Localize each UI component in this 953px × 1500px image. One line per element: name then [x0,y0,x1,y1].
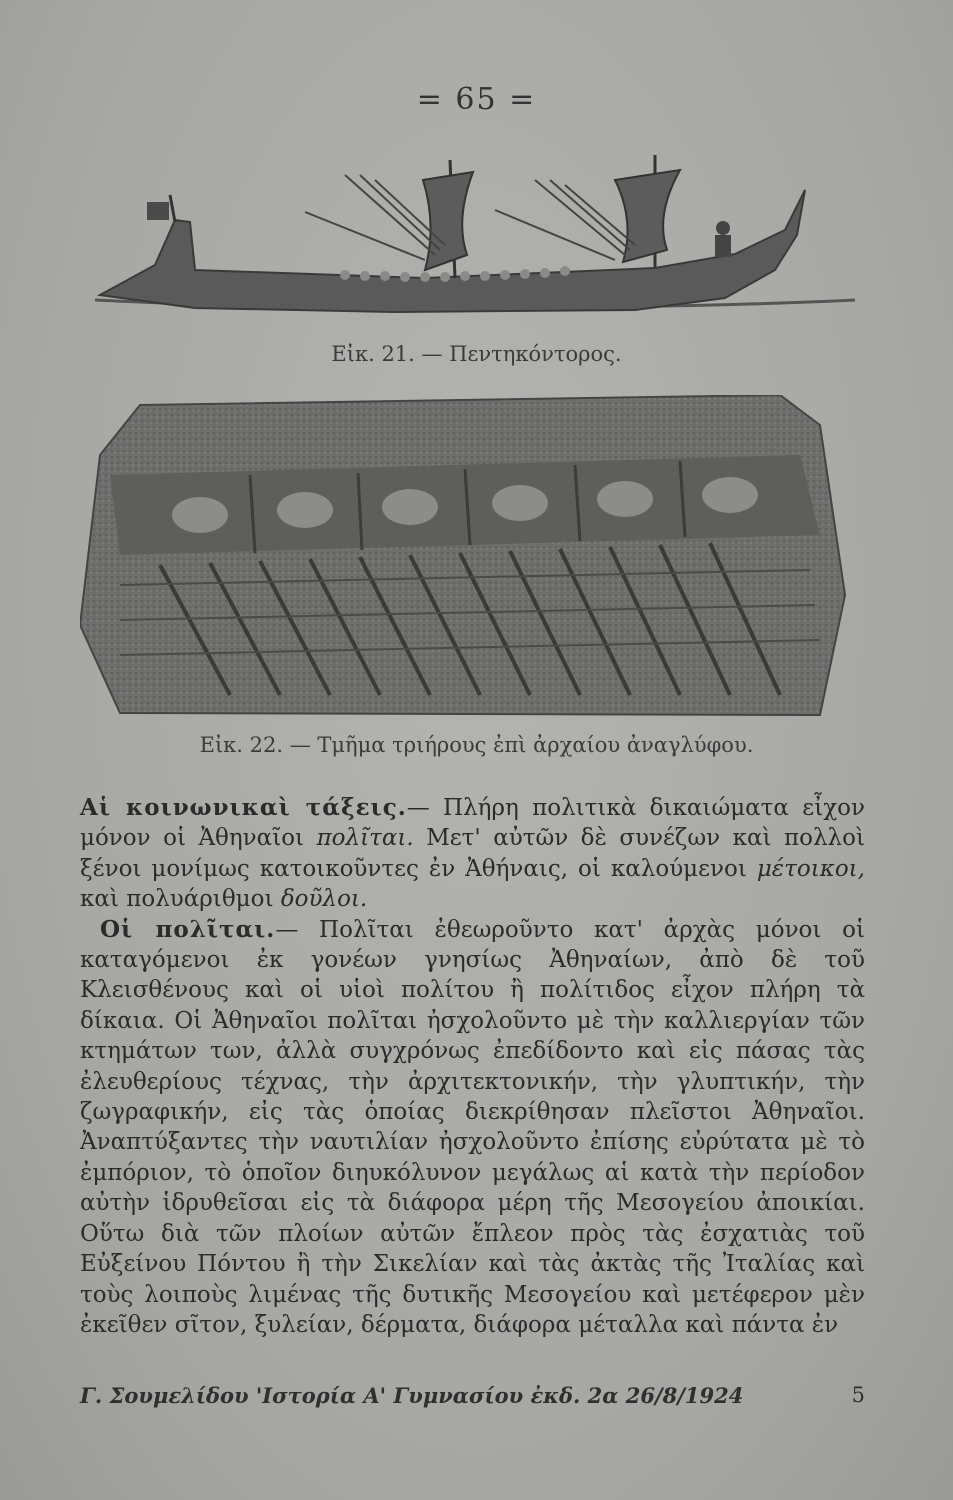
footer-signature-number: 5 [851,1383,865,1407]
footer-publication-line: Γ. Σουμελίδου 'Ιστορία Α' Γυμνασίου ἐκδ. 2α 26/8/1924 [80,1383,744,1408]
section-heading-citizens: Οἱ πολῖται. [100,915,276,943]
figure-21-caption: Εἰκ. 21. — Πεντηκόντορος. [331,342,622,366]
figure-penteconter-illustration [95,150,855,335]
figure-trireme-relief-illustration [80,395,850,720]
page-number: = 65 = [416,82,537,117]
page-footer [80,1383,865,1408]
paragraph-social-classes: Αἱ κοινωνικαὶ τάξεις.— Πλήρη πολιτικὰ δικαιώματα εἶχον μόνον οἱ Ἀθηναῖοι πολῖται. Μετ' αὐτῶν δὲ συνέζων καὶ πολλοὶ ξένοι μονίμως κατοικοῦντες ἐν Ἀθήναις, οἱ καλούμενοι μέτοικοι, καὶ πολυάριθμοι δοῦλοι. [80,794,865,913]
figure-22-caption: Εἰκ. 22. — Τμῆμα τριήρους ἐπὶ ἀρχαίου ἀναγλύφου. [199,733,754,757]
body-text [80,793,865,1340]
paragraph-citizens: Οἱ πολῖται.— Πολῖται ἐθεωροῦντο κατ' ἀρχὰς μόνοι οἱ καταγόμενοι ἐκ γονέων γνησίως Ἀθηναίων, ἀπὸ δὲ τοῦ Κλεισθένους καὶ οἱ υἱοὶ πολίτου ἢ πολίτιδος εἶχον πλήρη τὰ δίκαια. Οἱ Ἀθηναῖοι πολῖται ἠσχολοῦντο μὲ τὴν καλλιεργίαν τῶν κτημάτων των, ἀλλὰ συγχρόνως ἐπεδίδοντο καὶ εἰς πάσας τὰς ἐλευθερίους τέχνας, τὴν ἀρχιτεκτονικήν, τὴν γλυπτικήν, τὴν ζωγραφικήν, εἰς τὰς ὁποίας διεκρίθησαν πλεῖστοι Ἀθηναῖοι. Ἀναπτύξαντες τὴν ναυτιλίαν ἠσχολοῦντο ἐπίσης εὐρύτατα μὲ τὸ ἐμπόριον, τὸ ὁποῖον διηυκόλυνον μεγάλως αἱ κατὰ τὴν περίοδον αὐτὴν ἱδρυθεῖσαι εἰς τὰ διάφορα μέρη τῆς Μεσογείου ἀποικίαι. Οὕτω διὰ τῶν πλοίων αὐτῶν ἔπλεον πρὸς τὰς ἐσχατιὰς τοῦ Εὐξείνου Πόντου ἢ τὴν Σικελίαν καὶ τὰς ἀκτὰς τῆς Ἰταλίας καὶ τοὺς λοιποὺς λιμένας τῆς δυτικῆς Μεσογείου καὶ μετέφερον μὲν ἐκεῖθεν σῖτον, ξυλείαν, δέρματα, διάφορα μέταλλα καὶ πάντα ἐν [80,915,865,1338]
section-heading-social-classes: Αἱ κοινωνικαὶ τάξεις. [80,794,407,821]
